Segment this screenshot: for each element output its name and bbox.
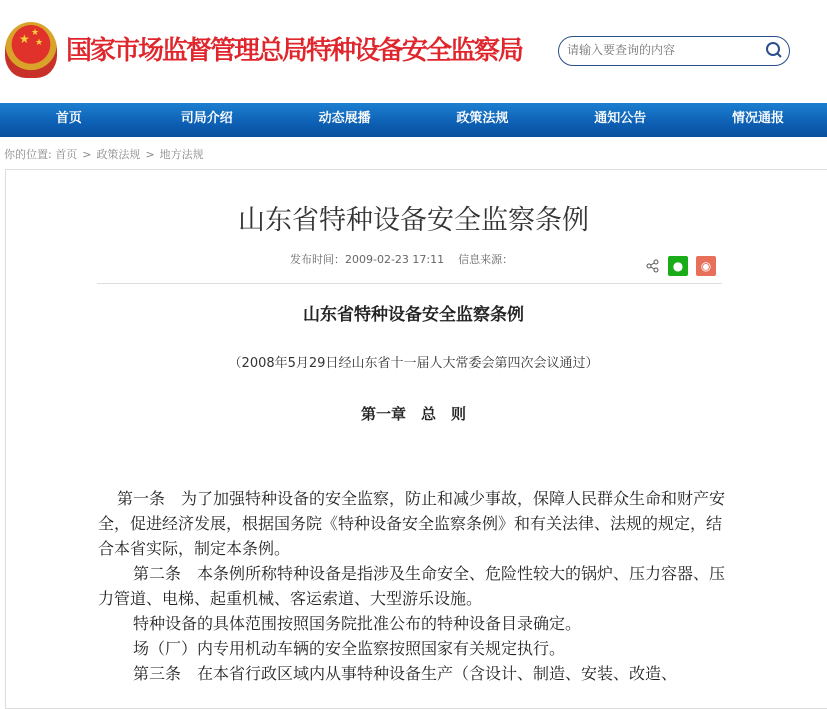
breadcrumb-local[interactable]: 地方法规 [159, 148, 204, 161]
wechat-icon[interactable]: ● [668, 256, 688, 276]
breadcrumb-home[interactable]: 首页 [55, 148, 78, 161]
nav-news[interactable]: 动态展播 [318, 111, 371, 126]
breadcrumb-policy[interactable]: 政策法规 [96, 148, 141, 161]
search-icon[interactable] [765, 41, 783, 59]
breadcrumb [4, 146, 204, 162]
weibo-icon[interactable]: ◉ [696, 256, 716, 276]
document-title: 山东省特种设备安全监察条例 [303, 305, 524, 325]
paragraph: 第一条 为了加强特种设备的安全监察，防止和减少事故，保障人民群众生命和财产安全，促进经济发展，根据国务院《特种设备安全监察条例》和有关法律、法规的规定，结合本省实际，制定本条例。 [98, 489, 726, 558]
breadcrumb-separator: > [145, 148, 155, 161]
header [0, 0, 827, 103]
paragraph: 特种设备的具体范围按照国务院批准公布的特种设备目录确定。 [133, 614, 582, 633]
breadcrumb-label: 你的位置: [4, 148, 52, 161]
page-title: 山东省特种设备安全监察条例 [238, 205, 589, 236]
paragraph: 第三条 在本省行政区域内从事特种设备生产（含设计、制造、安装、改造、 [133, 664, 678, 683]
site-title: 国家市场监督管理总局特种设备安全监察局 [66, 36, 523, 66]
paragraph: 场（厂）内专用机动车辆的安全监察按照国家有关规定执行。 [133, 639, 566, 658]
main-nav [0, 103, 827, 137]
divider [97, 283, 722, 284]
search-box [558, 36, 790, 66]
nav-reports[interactable]: 情况通报 [732, 111, 785, 126]
share-bar [646, 256, 716, 276]
search-input[interactable] [567, 43, 757, 57]
share-icon[interactable] [646, 259, 660, 273]
article-meta [290, 251, 513, 267]
breadcrumb-separator: > [82, 148, 92, 161]
article-body [98, 486, 726, 686]
nav-notices[interactable]: 通知公告 [594, 111, 647, 126]
adoption-note: （2008年5月29日经山东省十一届人大常委会第四次会议通过） [228, 356, 599, 371]
paragraph: 第二条 本条例所称特种设备是指涉及生命安全、危险性较大的锅炉、压力容器、压力管道、电梯、起重机械、客运索道、大型游乐设施。 [98, 564, 726, 608]
national-emblem-logo: ★ ★ ★ [5, 22, 57, 78]
publish-time: 发布时间：2009-02-23 17:11 [290, 253, 445, 266]
chapter-heading: 第一章 总 则 [360, 405, 466, 423]
nav-about[interactable]: 司局介绍 [180, 111, 233, 126]
source: 信息来源： [458, 253, 514, 266]
nav-policy[interactable]: 政策法规 [456, 111, 509, 126]
nav-home[interactable]: 首页 [55, 111, 82, 126]
